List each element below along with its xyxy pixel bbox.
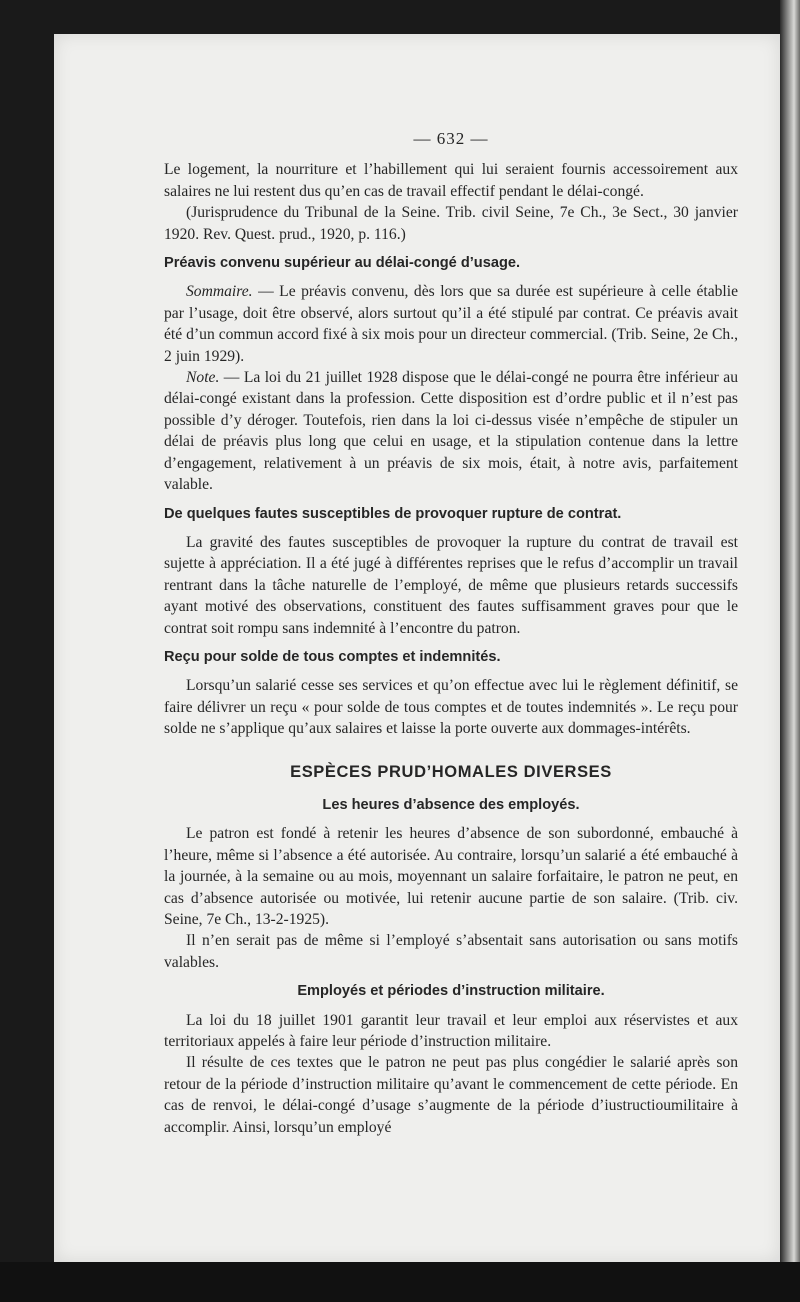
paragraph-body: — Le préavis convenu, dès lors que sa durée est supérieure à celle établie par l’usage, doit être observé, alors surtout qu’il a été stipulé par contrat. Ce préavis avait été d’un commun accord fixé à six mois pour un directeur commercial. (Trib. Seine, 2e Ch., 2 juin 1929). [164, 283, 738, 365]
chapter-heading: ESPÈCES PRUD’HOMALES DIVERSES [290, 762, 612, 781]
section-heading: Reçu pour solde de tous comptes et indemnités. [164, 648, 501, 665]
paragraph: Le logement, la nourriture et l’habillement qui lui seraient fournis accessoirement aux salaires ne lui restent dus qu’en cas de travail effectif pendant le délai-congé. [164, 161, 738, 200]
paragraph: (Jurisprudence du Tribunal de la Seine. Trib. civil Seine, 7e Ch., 3e Sect., 30 janvier 1920. Rev. Quest. prud., 1920, p. 116.) [164, 204, 738, 243]
paragraph-body: — La loi du 21 juillet 1928 dispose que le délai-congé ne pourra être inférieur au délai-congé existant dans la profession. Cette disposition est d’ordre public et il n’est pas possible d’y déroger. Toutefois, rien dans la loi ci-dessus visée n’empêche de stipuler un délai de préavis plus long que celui en usage, et la stipulation contenue dans la lettre d’engagement, relativement à un préavis de six mois, était, à notre avis, parfaitement valable. [164, 369, 738, 494]
paragraph: Le patron est fondé à retenir les heures d’absence de son subordonné, embauché à l’heure, même si l’absence a été autorisée. Au contraire, lorsqu’un salarié a été embauché à la journée, à la semaine ou au mois, moyennant un salaire forfaitaire, le patron ne peut, en cas d’absence autorisée ou motivée, lui retenir aucune partie de son salaire. (Trib. civ. Seine, 7e Ch., 13-2-1925). [164, 825, 738, 928]
page-edge [780, 0, 800, 1302]
paragraph: Il n’en serait pas de même si l’employé s’absentait sans autorisation ou sans motifs valables. [164, 932, 738, 971]
subsection-heading: Employés et périodes d’instruction militaire. [297, 983, 605, 1000]
paragraph: Lorsqu’un salarié cesse ses services et qu’on effectue avec lui le règlement définitif, se faire délivrer un reçu « pour solde de tous comptes et de toutes indemnités ». Le reçu pour solde ne s’applique qu’aux salaires et laisse la porte ouverte aux dommages-intérêts. [164, 677, 738, 738]
paragraph-lead: Note. [186, 369, 220, 387]
scan-bottom-border [0, 1262, 800, 1302]
section-heading: De quelques fautes susceptibles de provoquer rupture de contrat. [164, 505, 622, 522]
paragraph: Il résulte de ces textes que le patron ne peut pas plus congédier le salarié après son retour de la période d’instruction militaire qu’avant le commencement de cette période. En cas de renvoi, le délai-congé d’usage s’augmente de la période d’iustructioumilitaire à accomplir. Ainsi, lorsqu’un employé [164, 1054, 738, 1136]
subsection-heading: Les heures d’absence des employés. [322, 796, 580, 813]
page-text [164, 128, 738, 1138]
page-number: — 632 — [413, 129, 489, 148]
paragraph: La loi du 18 juillet 1901 garantit leur travail et leur emploi aux réservistes et aux territoriaux appelés à faire leur période d’instruction militaire. [164, 1011, 738, 1051]
paragraph [164, 281, 738, 367]
section-heading: Préavis convenu supérieur au délai-congé d’usage. [164, 255, 521, 272]
paragraph-lead: Sommaire. [186, 283, 253, 301]
paragraph [164, 367, 738, 495]
paragraph: La gravité des fautes susceptibles de provoquer la rupture du contrat de travail est sujette à appréciation. Il a été jugé à différentes reprises que le refus d’accomplir un travail rentrant dans la tâche naturelle de l’employé, de même que plusieurs retards successifs ayant motivé des observations, constituent des fautes suffisamment graves pour que le contrat soit rompu sans indemnité à l’encontre du patron. [164, 533, 738, 637]
